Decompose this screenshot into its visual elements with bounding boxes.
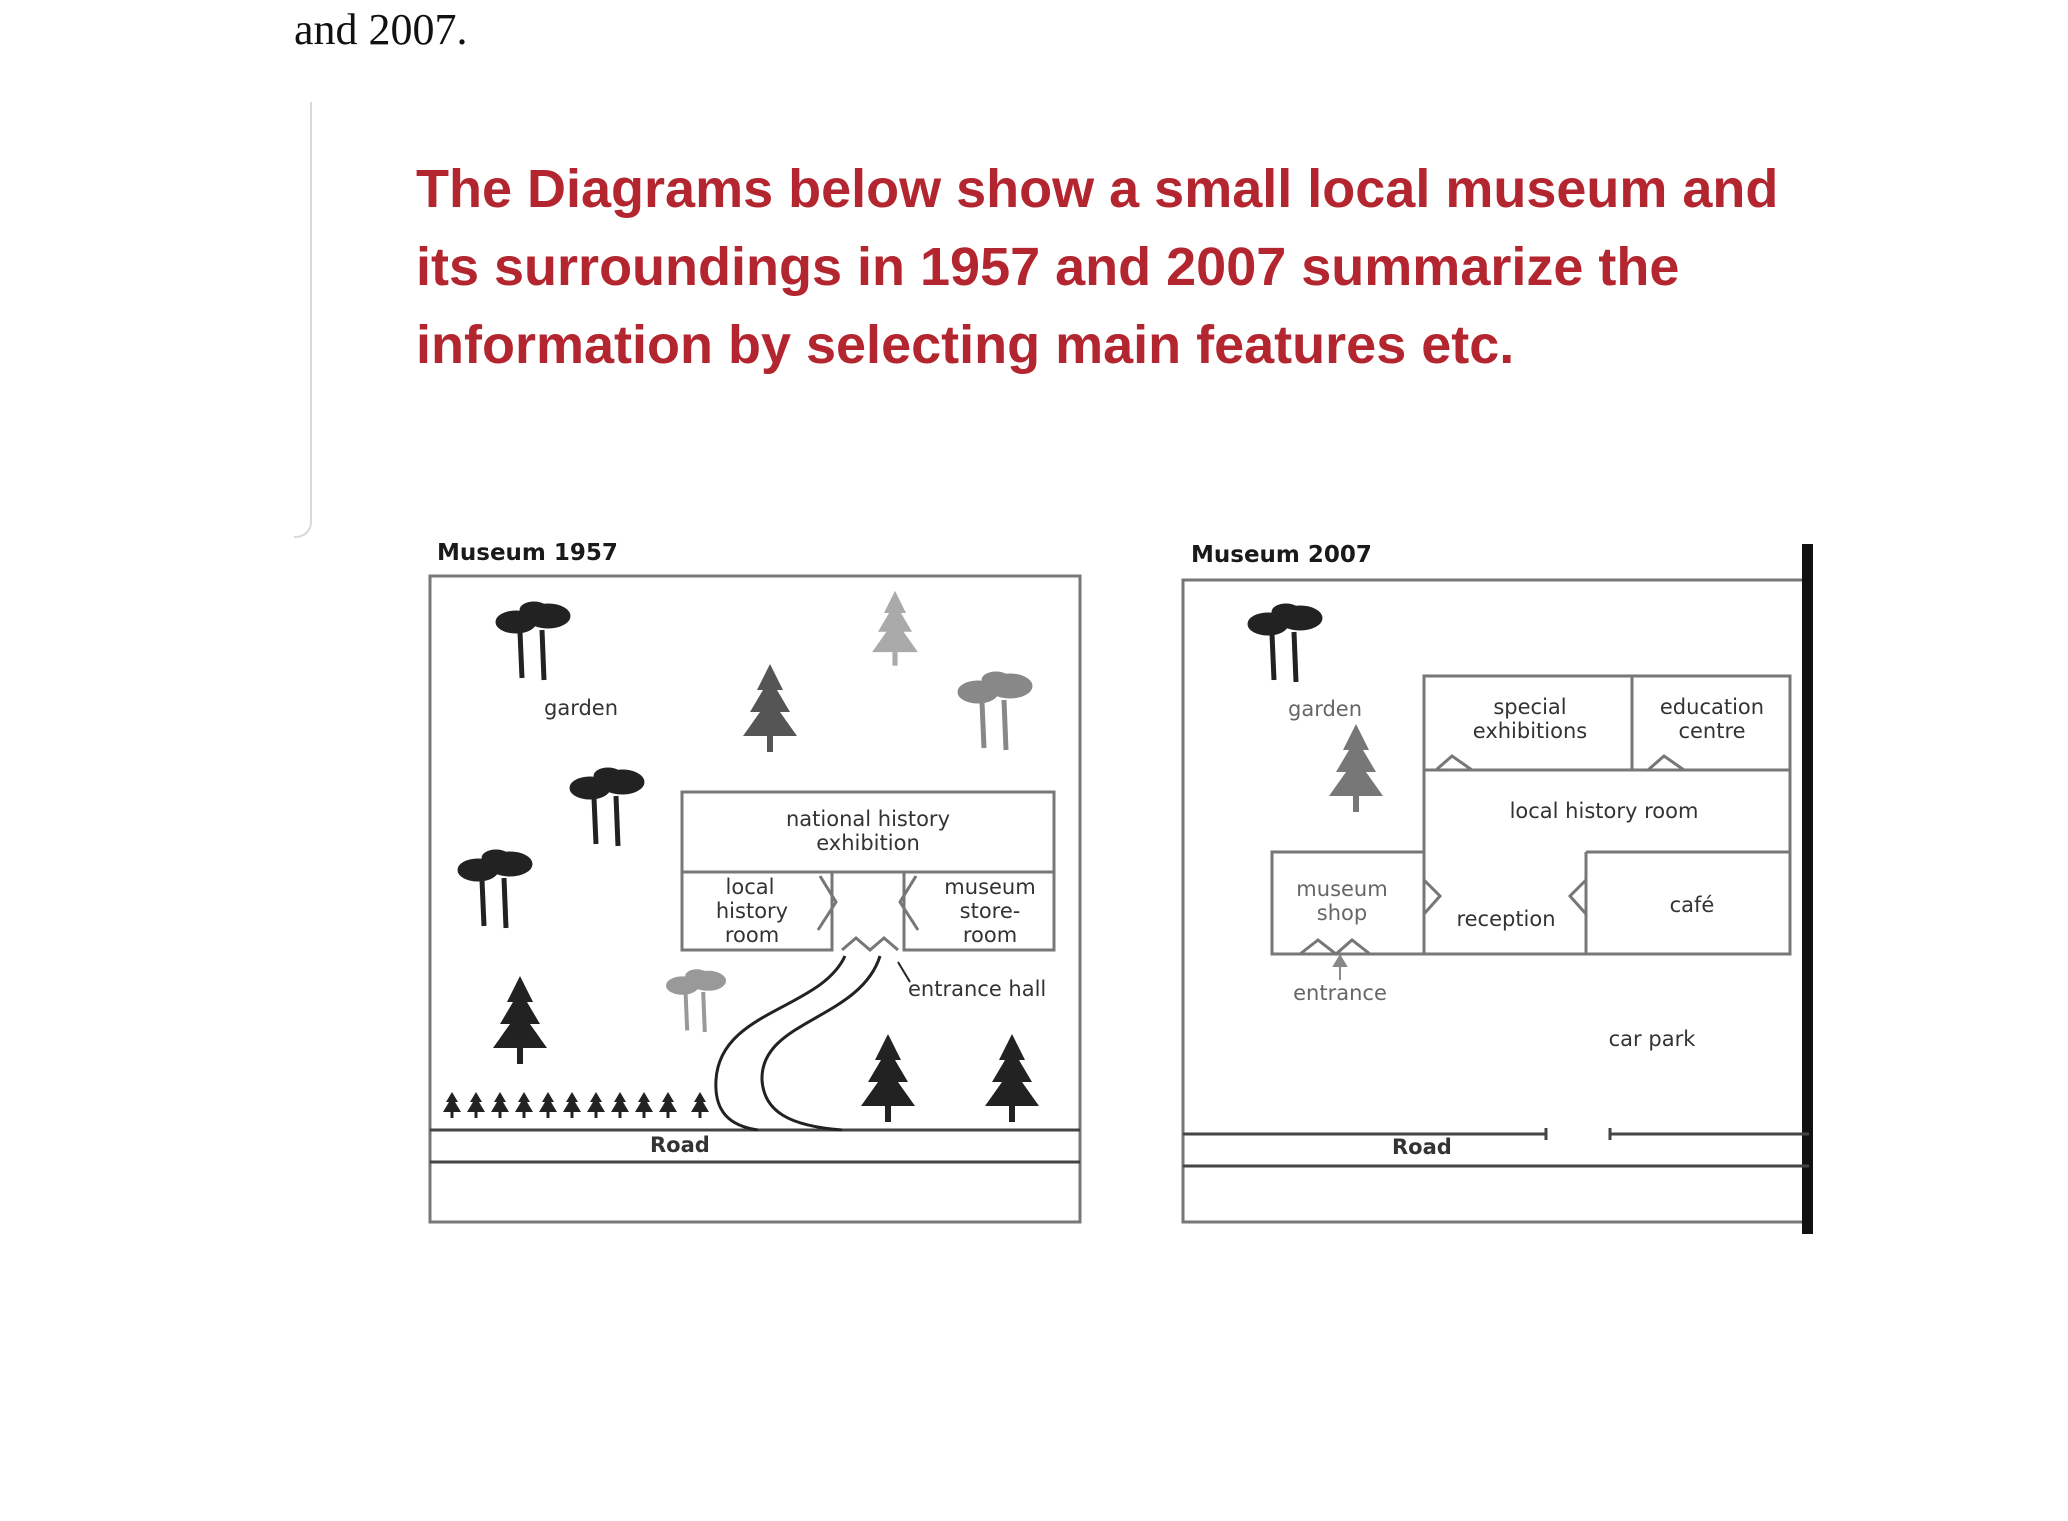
map-1957 [430, 540, 1080, 1222]
museum-shop-label: museum [1296, 877, 1388, 901]
tree-icon [496, 602, 570, 680]
tree-icon [666, 970, 725, 1032]
pine-tree-icon [985, 1034, 1039, 1122]
garden-label: garden [544, 696, 619, 720]
museum-store-room-label: room [962, 923, 1018, 947]
local-history-room-label: history [715, 899, 789, 923]
task-prompt: The Diagrams below show a small local museum and its surroundings in 1957 and 2007 summarize the information by selecting main features etc. [416, 159, 1779, 375]
local-history-room-label: room [724, 923, 780, 947]
national-history-exhibition-label: exhibition [816, 831, 920, 855]
pine-tree-icon [861, 1034, 915, 1122]
hedge-row [443, 1092, 709, 1118]
cafe-label: café [1669, 893, 1715, 917]
pine-tree-icon [493, 976, 547, 1064]
right-edge-bar [1802, 544, 1813, 1234]
entrance-hall-label: entrance hall [908, 977, 1047, 1001]
pine-tree-icon [1329, 724, 1383, 812]
garden-label: garden [1288, 697, 1363, 721]
special-exhibitions-label: exhibitions [1472, 719, 1588, 743]
entrance-label: entrance [1293, 981, 1387, 1005]
map-2007-title: Museum 2007 [1191, 542, 1372, 568]
intro-text-fragment: and 2007. [294, 5, 468, 54]
map-1957-title: Museum 1957 [437, 540, 618, 566]
tree-icon [958, 672, 1032, 750]
special-exhibitions-label: special [1493, 695, 1567, 719]
driveway [716, 956, 880, 1130]
entrance-arrow-icon [1334, 956, 1346, 980]
tree-icon [570, 768, 644, 846]
education-centre-label: centre [1678, 719, 1746, 743]
education-centre-label: education [1659, 695, 1765, 719]
museum-store-room-label: museum [944, 875, 1036, 899]
road-label: Road [1392, 1135, 1452, 1159]
museum-store-room-label: store- [959, 899, 1021, 923]
local-history-room-label: local [725, 875, 775, 899]
pine-tree-icon [743, 664, 797, 752]
tree-icon [1248, 604, 1322, 682]
reception-label: reception [1456, 907, 1556, 931]
map-2007 [1183, 542, 1813, 1234]
tree-icon [458, 850, 532, 928]
pine-tree-icon [872, 591, 918, 666]
national-history-exhibition-label: national history [785, 807, 951, 831]
car-park-label: car park [1608, 1027, 1696, 1051]
museum-shop-label: shop [1316, 901, 1368, 925]
local-history-room-label: local history room [1509, 799, 1699, 823]
road-label: Road [650, 1133, 710, 1157]
